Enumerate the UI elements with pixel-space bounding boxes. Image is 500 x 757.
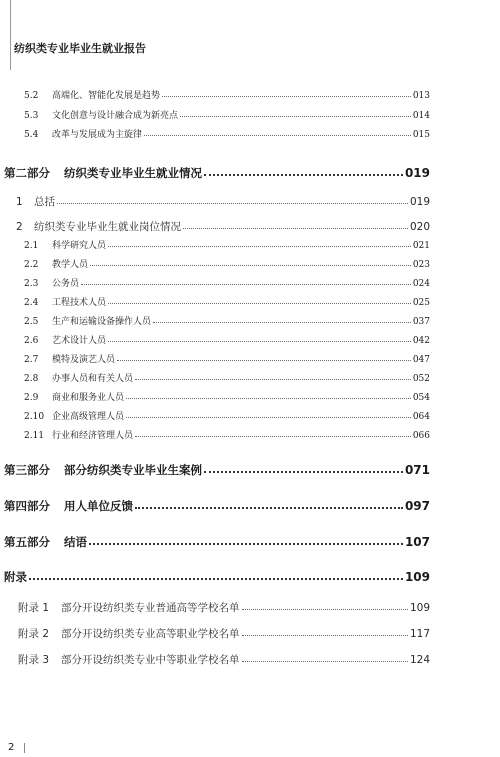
leader-dots xyxy=(162,96,411,97)
toc-entry-title: 总括 xyxy=(34,196,55,208)
toc-entry-title: 部分开设纺织类专业中等职业学校名单 xyxy=(61,654,240,666)
toc-entry-title: 生产和运输设备操作人员 xyxy=(52,317,152,327)
toc-part-label: 第二部分 xyxy=(4,166,50,180)
toc-entry-number: 2.3 xyxy=(24,279,39,289)
toc-entry-number: 2.8 xyxy=(24,374,39,384)
toc-part-title: 部分纺织类专业毕业生案例 xyxy=(64,463,202,477)
toc-entry-title: 办事人员和有关人员 xyxy=(52,374,134,384)
leader-dots xyxy=(135,379,411,380)
toc-part-entry[interactable] xyxy=(4,498,430,514)
toc-part-title: 纺织类专业毕业生就业情况 xyxy=(64,166,202,180)
leader-dots xyxy=(204,174,403,176)
toc-entry-page: 052 xyxy=(412,374,430,384)
leader-dots xyxy=(183,228,408,229)
toc-entry[interactable] xyxy=(24,409,430,422)
toc-entry[interactable] xyxy=(18,626,430,641)
toc-entry-page: 042 xyxy=(412,336,430,346)
toc-part-entry[interactable] xyxy=(4,534,430,550)
leader-dots xyxy=(144,135,411,136)
toc-entry[interactable] xyxy=(24,257,430,270)
toc-part-page: 107 xyxy=(404,535,430,549)
toc-entry-page: 024 xyxy=(412,279,430,289)
leader-dots xyxy=(126,398,411,399)
page-number: 2 xyxy=(8,742,15,753)
toc-entry-title: 商业和服务业人员 xyxy=(52,393,125,403)
toc-part-page: 109 xyxy=(404,570,430,584)
toc-entry-page: 117 xyxy=(409,628,430,640)
toc-part-page: 019 xyxy=(404,166,430,180)
running-header-title: 纺织类专业毕业生就业报告 xyxy=(14,42,146,55)
toc-entry[interactable] xyxy=(24,352,430,365)
toc-entry[interactable] xyxy=(18,652,430,667)
toc-entry[interactable] xyxy=(24,238,430,251)
toc-entry-page: 124 xyxy=(409,654,430,666)
toc-part-page: 097 xyxy=(404,499,430,513)
leader-dots xyxy=(180,116,411,117)
toc-entry-number: 2.11 xyxy=(24,431,45,441)
leader-dots xyxy=(242,609,408,610)
leader-dots xyxy=(135,507,403,509)
leader-dots xyxy=(153,322,411,323)
toc-entry-page: 066 xyxy=(412,431,430,441)
leader-dots xyxy=(117,360,411,361)
toc-entry-page: 014 xyxy=(412,111,430,121)
toc-entry-title: 纺织类专业毕业生就业岗位情况 xyxy=(34,221,181,233)
toc-entry-title: 模特及演艺人员 xyxy=(52,355,116,365)
toc-entry-number: 2.1 xyxy=(24,241,39,251)
toc-entry-number: 5.4 xyxy=(24,130,39,140)
toc-part-entry[interactable] xyxy=(4,165,430,181)
toc-entry-number: 附录 3 xyxy=(18,654,50,666)
toc-entry[interactable] xyxy=(16,219,430,234)
toc-entry-page: 037 xyxy=(412,317,430,327)
leader-dots xyxy=(242,635,408,636)
toc-entry-number: 2.2 xyxy=(24,260,39,270)
toc-entry[interactable] xyxy=(24,333,430,346)
toc-entry-page: 064 xyxy=(412,412,430,422)
toc-entry[interactable] xyxy=(24,390,430,403)
toc-entry-page: 023 xyxy=(412,260,430,270)
toc-entry-page: 019 xyxy=(409,196,430,208)
toc-part-entry[interactable] xyxy=(4,462,430,478)
leader-dots xyxy=(29,578,403,580)
toc-entry-page: 047 xyxy=(412,355,430,365)
toc-entry-page: 021 xyxy=(412,241,430,251)
leader-dots xyxy=(135,436,411,437)
toc-part-title: 用人单位反馈 xyxy=(64,499,133,513)
toc-entry-title: 艺术设计人员 xyxy=(52,336,107,346)
toc-part-label: 第三部分 xyxy=(4,463,50,477)
toc-entry-title: 改革与发展成为主旋律 xyxy=(52,130,143,140)
toc-entry[interactable] xyxy=(24,108,430,121)
toc-appendix-entry[interactable] xyxy=(4,569,430,585)
leader-dots xyxy=(204,471,403,473)
toc-entry-number: 5.3 xyxy=(24,111,39,121)
leader-dots xyxy=(57,203,408,204)
toc-entry-title: 工程技术人员 xyxy=(52,298,107,308)
toc-entry-title: 企业高级管理人员 xyxy=(52,412,125,422)
toc-entry-title: 部分开设纺织类专业高等职业学校名单 xyxy=(61,628,240,640)
leader-dots xyxy=(108,341,411,342)
toc-entry[interactable] xyxy=(24,428,430,441)
toc-entry-number: 2.6 xyxy=(24,336,39,346)
leader-dots xyxy=(81,284,411,285)
toc-entry-page: 013 xyxy=(412,91,430,101)
toc-entry-title: 公务员 xyxy=(52,279,80,289)
toc-entry-page: 109 xyxy=(409,602,430,614)
leader-dots xyxy=(126,417,411,418)
leader-dots xyxy=(89,543,403,545)
toc-entry-number: 附录 2 xyxy=(18,628,50,640)
toc-entry-number: 2.10 xyxy=(24,412,45,422)
toc-entry-page: 015 xyxy=(412,130,430,140)
toc-part-title: 结语 xyxy=(64,535,87,549)
toc-entry[interactable] xyxy=(24,127,430,140)
toc-entry-title: 文化创意与设计融合成为新亮点 xyxy=(52,111,179,121)
toc-entry-number: 附录 1 xyxy=(18,602,50,614)
toc-entry-title: 教学人员 xyxy=(52,260,89,270)
toc-entry[interactable] xyxy=(16,194,430,209)
toc-entry[interactable] xyxy=(24,276,430,289)
toc-entry[interactable] xyxy=(24,314,430,327)
toc-part-page: 071 xyxy=(404,463,430,477)
toc-entry-title: 科学研究人员 xyxy=(52,241,107,251)
toc-entry-number: 2.5 xyxy=(24,317,39,327)
toc-entry[interactable] xyxy=(18,600,430,615)
toc-entry-number: 2 xyxy=(16,221,23,233)
toc-entry[interactable] xyxy=(24,295,430,308)
toc-entry-page: 025 xyxy=(412,298,430,308)
toc-part-label: 第五部分 xyxy=(4,535,50,549)
toc-entry-page: 020 xyxy=(409,221,430,233)
header-rule xyxy=(10,0,11,70)
toc-entry-title: 部分开设纺织类专业普通高等学校名单 xyxy=(61,602,240,614)
toc-entry-number: 1 xyxy=(16,196,23,208)
toc-entry-number: 5.2 xyxy=(24,91,39,101)
leader-dots xyxy=(108,246,411,247)
toc-entry[interactable] xyxy=(24,88,430,101)
leader-dots xyxy=(90,265,411,266)
toc-entry-title: 高端化、智能化发展是趋势 xyxy=(52,91,161,101)
leader-dots xyxy=(108,303,411,304)
toc-part-label: 第四部分 xyxy=(4,499,50,513)
toc-entry[interactable] xyxy=(24,371,430,384)
toc-entry-number: 2.9 xyxy=(24,393,39,403)
footer-rule xyxy=(24,743,25,753)
toc-entry-page: 054 xyxy=(412,393,430,403)
leader-dots xyxy=(242,661,408,662)
toc-part-label: 附录 xyxy=(4,570,27,584)
toc-entry-title: 行业和经济管理人员 xyxy=(52,431,134,441)
toc-entry-number: 2.4 xyxy=(24,298,39,308)
toc-entry-number: 2.7 xyxy=(24,355,39,365)
